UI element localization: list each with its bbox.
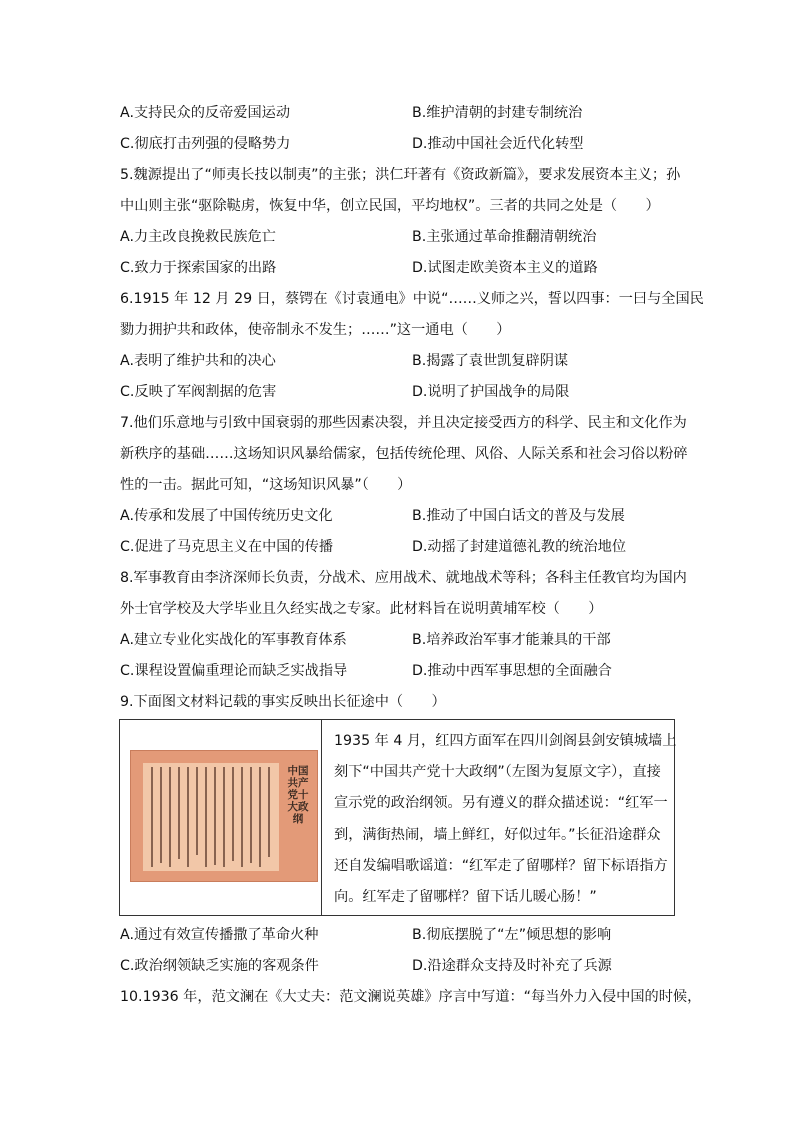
- q7-stem-line-3: 性的一击。据此可知，“这场知识风暴”（ ）: [120, 477, 412, 493]
- q9-passage-line-3: 宣示党的政治纲领。另有遵义的群众描述说：“红军一: [334, 795, 668, 812]
- image-title: 中国共产党十大政纲: [287, 765, 309, 825]
- inscription-card: [143, 763, 279, 871]
- q9-option-c: C.政治纲领缺乏实施的客观条件: [120, 958, 319, 974]
- q8-option-c: C.课程设置偏重理论而缺乏实战指导: [120, 663, 348, 679]
- q4-option-d: D.推动中国社会近代化转型: [412, 136, 584, 152]
- q5-stem-line-1: 5.魏源提出了“师夷长技以制夷”的主张；洪仁玕著有《资政新篇》，要求发展资本主义；孙: [120, 167, 681, 183]
- q8-stem-line-1: 8.军事教育由李济深师长负责，分战术、应用战术、就地战术等科；各科主任教官均为国内: [120, 570, 687, 586]
- q6-stem-line-2: 勠力拥护共和政体，使帝制永不发生；……”这一通电（ ）: [120, 322, 511, 338]
- q9-passage-line-5: 还自发编唱歌谣道：“红军走了留哪样？留下标语指方: [334, 857, 668, 874]
- q6-option-a: A.表明了维护共和的决心: [120, 353, 276, 369]
- q7-option-c: C.促进了马克思主义在中国的传播: [120, 539, 334, 555]
- q9-material-box: [119, 719, 675, 916]
- q9-passage-line-2: 刻下“中国共产党十大政纲”（左图为复原文字），直接: [334, 764, 661, 781]
- q6-option-d: D.说明了护国战争的局限: [412, 384, 570, 400]
- q7-stem-line-2: 新秩序的基础……这场知识风暴给儒家，包括传统伦理、风俗、人际关系和社会习俗以粉碎: [120, 446, 688, 462]
- material-divider: [321, 720, 322, 915]
- political-program-image: [130, 750, 318, 882]
- q6-stem-line-1: 6.1915 年 12 月 29 日，蔡锷在《讨袁通电》中说“……义师之兴，誓以四事：一曰与全国民: [120, 291, 704, 307]
- q10-stem-line-1: 10.1936 年，范文澜在《大丈夫：范文澜说英雄》序言中写道：“每当外力入侵中国的时候，: [120, 989, 702, 1005]
- q5-option-d: D.试图走欧美资本主义的道路: [412, 260, 598, 276]
- q9-option-a: A.通过有效宣传播撒了革命火种: [120, 927, 319, 943]
- q5-option-c: C.致力于探索国家的出路: [120, 260, 277, 276]
- q5-option-a: A.力主改良挽救民族危亡: [120, 229, 276, 245]
- q8-option-b: B.培养政治军事才能兼具的干部: [412, 632, 611, 648]
- q8-option-a: A.建立专业化实战化的军事教育体系: [120, 632, 347, 648]
- q7-option-b: B.推动了中国白话文的普及与发展: [412, 508, 625, 524]
- q7-stem-line-1: 7.他们乐意地与引致中国衰弱的那些因素决裂，并且决定接受西方的科学、民主和文化作为: [120, 415, 687, 431]
- q5-stem-line-2: 中山则主张“驱除鞑虏，恢复中华，创立民国，平均地权”。三者的共同之处是（ ）: [120, 198, 660, 214]
- q9-option-b: B.彻底摆脱了“左”倾思想的影响: [412, 927, 612, 943]
- q4-option-a: A.支持民众的反帝爱国运动: [120, 105, 291, 121]
- q9-stem: 9.下面图文材料记载的事实反映出长征途中（ ）: [120, 694, 446, 710]
- q6-option-b: B.揭露了袁世凯复辟阴谋: [412, 353, 569, 369]
- q7-option-d: D.动摇了封建道德礼教的统治地位: [412, 539, 627, 555]
- q9-passage-line-6: 向。红军走了留哪样？留下话儿暖心肠！”: [334, 889, 597, 906]
- q8-option-d: D.推动中西军事思想的全面融合: [412, 663, 612, 679]
- q7-option-a: A.传承和发展了中国传统历史文化: [120, 508, 333, 524]
- q5-option-b: B.主张通过革命推翻清朝统治: [412, 229, 597, 245]
- q9-passage-line-1: 1935 年 4 月，红四方面军在四川剑阁县剑安镇城墙上: [334, 733, 677, 749]
- q8-stem-line-2: 外士官学校及大学毕业且久经实战之专家。此材料旨在说明黄埔军校（ ）: [120, 601, 603, 617]
- q9-option-d: D.沿途群众支持及时补充了兵源: [412, 958, 612, 974]
- q9-passage: [334, 726, 677, 913]
- q9-passage-line-4: 到，满街热闹，墙上鲜红，好似过年。”长征沿途群众: [334, 826, 661, 843]
- q4-option-c: C.彻底打击列强的侵略势力: [120, 136, 291, 152]
- q6-option-c: C.反映了军阀割据的危害: [120, 384, 277, 400]
- q4-option-b: B.维护清朝的封建专制统治: [412, 105, 583, 121]
